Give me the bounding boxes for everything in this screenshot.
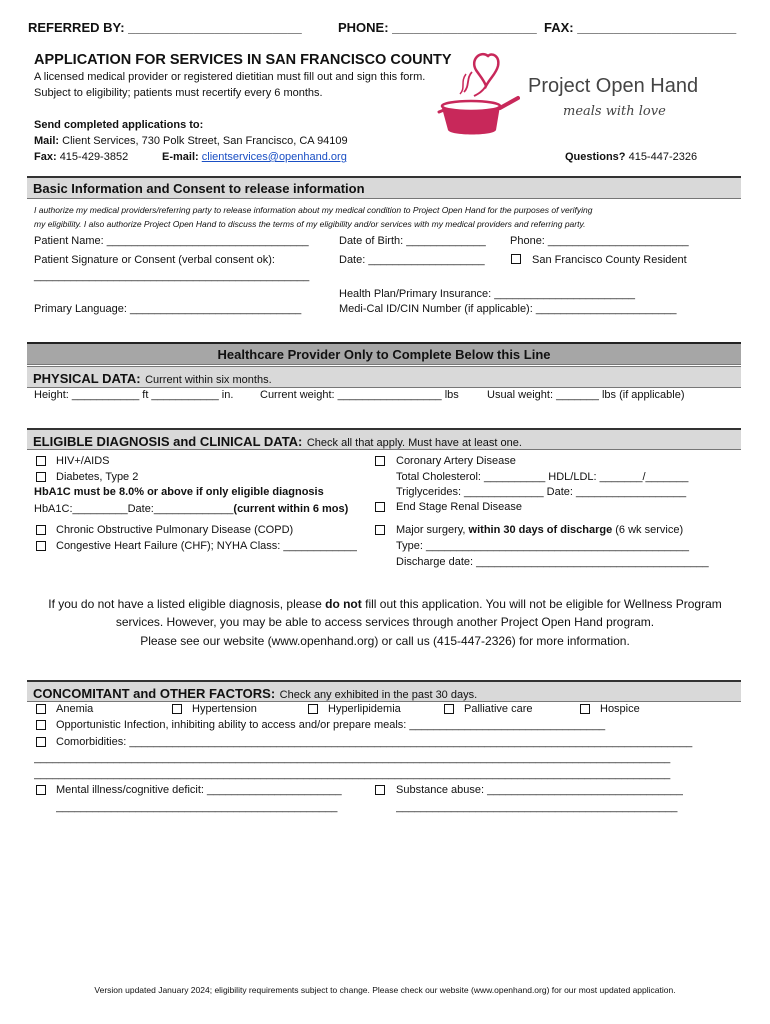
hba1c-current-note: (current within 6 mos) [233, 503, 349, 515]
hiv-label: HIV+/AIDS [56, 455, 110, 467]
hypertension-label: Hypertension [192, 703, 257, 715]
substance-abuse-field[interactable]: Substance abuse: ________________________________ [396, 784, 683, 796]
hba1c-row [34, 503, 348, 515]
primary-language-field[interactable]: Primary Language: ____________________________ [34, 303, 302, 315]
opportunistic-field[interactable]: Opportunistic Infection, inhibiting ability to access and/or prepare meals: ________________________________ [56, 719, 606, 731]
basic-info-bar [27, 176, 741, 199]
esrd-label: End Stage Renal Disease [396, 501, 522, 513]
mail-address [34, 135, 348, 147]
hypertension-checkbox[interactable] [172, 704, 182, 714]
provider-only-bar [27, 342, 741, 365]
copd-checkbox[interactable] [36, 525, 46, 535]
diabetes-label: Diabetes, Type 2 [56, 471, 139, 483]
height-field[interactable]: Height: ___________ ft ___________ in. [34, 389, 234, 401]
concomitant-heading: CONCOMITANT and OTHER FACTORS: [33, 686, 276, 701]
eligible-diagnosis-heading: ELIGIBLE DIAGNOSIS and CLINICAL DATA: [33, 434, 303, 449]
hba1c-field[interactable]: HbA1C:_________Date:_____________ [34, 503, 234, 515]
palliative-checkbox[interactable] [444, 704, 454, 714]
physical-data-note: Current within six months. [145, 374, 272, 386]
intro-line-1: A licensed medical provider or registered dietitian must fill out and sign this form. [34, 71, 426, 83]
opportunistic-checkbox[interactable] [36, 720, 46, 730]
questions-label: Questions? [565, 151, 626, 163]
notice-text-c: fill out this application. You will not be eligible for Wellness Program [365, 597, 722, 611]
referred-by-field[interactable]: REFERRED BY: ________________________ [28, 20, 302, 35]
mental-illness-field[interactable]: Mental illness/cognitive deficit: ______________________ [56, 784, 342, 796]
discharge-date-field[interactable]: Discharge date: ______________________________________ [396, 556, 709, 568]
mental-illness-checkbox[interactable] [36, 785, 46, 795]
page-title: APPLICATION FOR SERVICES IN SAN FRANCISCO COUNTY [34, 52, 452, 68]
surgery-label-b: within 30 days of discharge [468, 524, 613, 536]
consent-line-2: my eligibility. I also authorize Project Open Hand to discuss the terms of my eligibility and/or services with my medical providers and referring party. [34, 219, 586, 229]
triglycerides-field[interactable]: Triglycerides: _____________ Date: __________________ [396, 486, 687, 498]
physical-data-bar [27, 366, 741, 388]
comorbidities-field[interactable]: Comorbidities: ____________________________________________________________________________________________ [56, 736, 693, 748]
provider-only-heading: Healthcare Provider Only to Complete Below this Line [217, 347, 551, 362]
surgery-label [396, 524, 683, 536]
intro-line-2: Subject to eligibility; patients must recertify every 6 months. [34, 87, 323, 99]
cad-label: Coronary Artery Disease [396, 455, 516, 467]
consent-date-field[interactable]: Date: ___________________ [339, 254, 485, 266]
notice-line-2: services. However, you may be able to access services through another Project Open Hand program. [115, 615, 655, 629]
consent-line-1: I authorize my medical providers/referring party to release information about my medical condition to Project Open Hand for the purposes of verifying [34, 205, 593, 215]
questions-phone: 415-447-2326 [628, 151, 698, 163]
surgery-checkbox[interactable] [375, 525, 385, 535]
hospice-checkbox[interactable] [580, 704, 590, 714]
notice-text-a: If you do not have a listed eligible diagnosis, please [48, 597, 322, 611]
email-info [162, 151, 347, 163]
chf-field[interactable]: Congestive Heart Failure (CHF); NYHA Class: ____________ [56, 540, 357, 552]
send-heading: Send completed applications to: [34, 119, 204, 131]
comorbidities-line-2[interactable]: ________________________________________________________________________________________________________ [34, 752, 671, 764]
fax-info [34, 151, 128, 163]
mental-illness-line[interactable]: ______________________________________________ [56, 801, 338, 813]
esrd-checkbox[interactable] [375, 502, 385, 512]
physical-data-title [33, 370, 272, 388]
substance-abuse-checkbox[interactable] [375, 785, 385, 795]
anemia-label: Anemia [56, 703, 94, 715]
hyperlipidemia-label: Hyperlipidemia [328, 703, 401, 715]
referrer-fax-field[interactable]: FAX: ______________________ [544, 20, 737, 35]
logo-tagline: meals with love [563, 104, 666, 119]
questions-info [565, 151, 697, 163]
surgery-label-a: Major surgery, [396, 524, 466, 536]
mail-value: Client Services, 730 Polk Street, San Francisco, CA 94109 [62, 135, 348, 147]
medi-cal-field[interactable]: Medi-Cal ID/CIN Number (if applicable): _______________________ [339, 303, 677, 315]
fax-label: Fax: [34, 151, 57, 163]
current-weight-field[interactable]: Current weight: _________________ lbs [260, 389, 459, 401]
hyperlipidemia-checkbox[interactable] [308, 704, 318, 714]
palliative-label: Palliative care [464, 703, 533, 715]
substance-abuse-line[interactable]: ______________________________________________ [396, 801, 678, 813]
logo-name: Project Open Hand [528, 75, 699, 97]
patient-phone-field[interactable]: Phone: _______________________ [510, 235, 689, 247]
concomitant-note: Check any exhibited in the past 30 days. [279, 689, 478, 701]
health-plan-field[interactable]: Health Plan/Primary Insurance: _______________________ [339, 288, 635, 300]
surgery-type-field[interactable]: Type: ___________________________________________ [396, 540, 690, 552]
comorbidities-line-3[interactable]: ________________________________________________________________________________________________________ [34, 768, 671, 780]
notice-do-not: do not [325, 597, 362, 611]
referrer-phone-field[interactable]: PHONE: ____________________ [338, 20, 537, 35]
footer-note: Version updated January 2024; eligibility requirements subject to change. Please check our website (www.openhand.org) for our most updated application. [94, 985, 676, 995]
cholesterol-field[interactable]: Total Cholesterol: __________ HDL/LDL: _______/_______ [396, 471, 689, 483]
signature-label: Patient Signature or Consent (verbal consent ok): [34, 254, 275, 266]
patient-name-field[interactable]: Patient Name: _________________________________ [34, 235, 309, 247]
concomitant-title [33, 685, 477, 703]
sf-resident-label: San Francisco County Resident [532, 254, 687, 266]
usual-weight-field[interactable]: Usual weight: _______ lbs (if applicable) [487, 389, 685, 401]
notice-line-1 [0, 597, 770, 611]
physical-data-heading: PHYSICAL DATA: [33, 371, 141, 386]
email-link[interactable]: clientservices@openhand.org [201, 151, 347, 163]
basic-info-heading: Basic Information and Consent to release information [33, 181, 365, 196]
hba1c-rule: HbA1C must be 8.0% or above if only eligible diagnosis [34, 486, 324, 498]
fax-value: 415-429-3852 [59, 151, 129, 163]
eligible-diagnosis-note: Check all that apply. Must have at least one. [306, 437, 522, 449]
pot-heart-logo-icon [436, 52, 520, 138]
notice-line-3: Please see our website (www.openhand.org) or call us (415-447-2326) for more information. [140, 634, 630, 648]
chf-checkbox[interactable] [36, 541, 46, 551]
email-label: E-mail: [162, 151, 199, 163]
signature-line[interactable]: _____________________________________________ [34, 270, 310, 282]
eligible-diagnosis-bar [27, 428, 741, 450]
anemia-checkbox[interactable] [36, 704, 46, 714]
sf-resident-checkbox[interactable] [511, 254, 521, 264]
mail-label: Mail: [34, 135, 60, 147]
surgery-label-c: (6 wk service) [615, 524, 684, 536]
copd-label: Chronic Obstructive Pulmonary Disease (COPD) [56, 524, 294, 536]
eligible-diagnosis-title [33, 433, 522, 451]
dob-field[interactable]: Date of Birth: _____________ [339, 235, 486, 247]
comorbidities-checkbox[interactable] [36, 737, 46, 747]
cad-checkbox[interactable] [375, 456, 385, 466]
concomitant-bar [27, 680, 741, 702]
hospice-label: Hospice [600, 703, 640, 715]
diabetes-checkbox[interactable] [36, 472, 46, 482]
hiv-checkbox[interactable] [36, 456, 46, 466]
